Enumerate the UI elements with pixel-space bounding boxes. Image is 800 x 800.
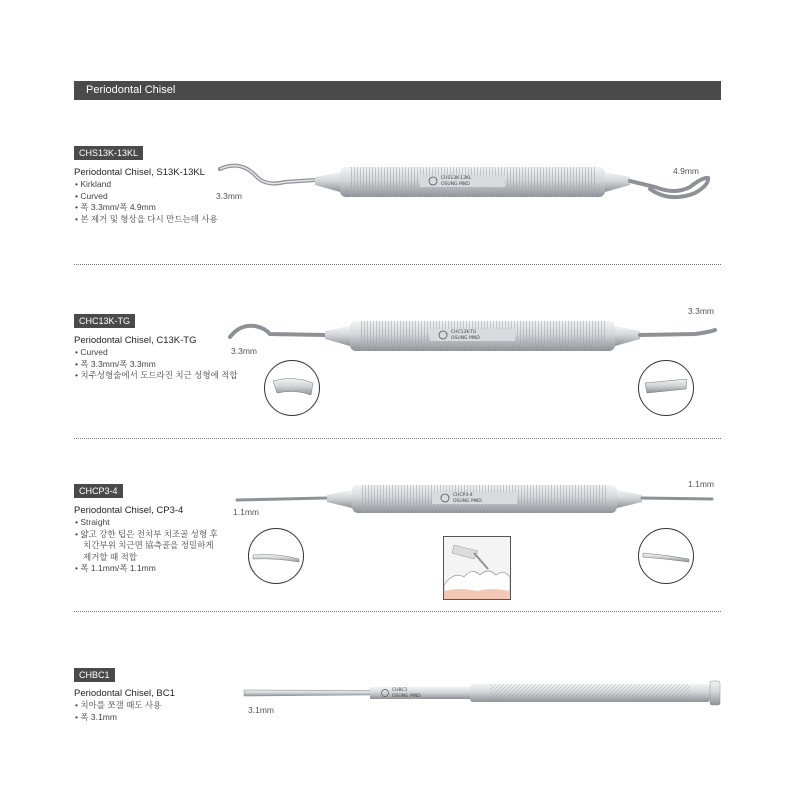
tip-width-right: 3.3mm — [688, 306, 714, 316]
spec-item: • 치아를 쪼갤 때도 사용 — [75, 700, 161, 712]
spec-item: • Straight — [75, 517, 218, 529]
svg-text:CHCP3-4: CHCP3-4 — [453, 493, 473, 498]
instrument-image — [240, 676, 725, 708]
svg-text:CHBC1: CHBC1 — [392, 688, 408, 693]
spec-item: • 폭 3.3mm/폭 3.3mm — [75, 359, 238, 371]
spec-item: 제거할 때 적합 — [83, 551, 137, 562]
spec-item: • Kirkland — [75, 179, 218, 191]
svg-text:CHS13K-13KL: CHS13K-13KL — [441, 176, 472, 181]
instrument-image — [232, 478, 722, 518]
tip-detail-circle-left — [264, 360, 320, 416]
tip-width-left: 3.3mm — [231, 346, 257, 356]
tip-width-right: 1.1mm — [688, 479, 714, 489]
section-title: Periodontal Chisel — [86, 84, 176, 96]
divider — [74, 264, 721, 265]
product-code-badge: CHBC1 — [74, 668, 115, 682]
product-code-badge: CHCP3-4 — [74, 484, 123, 498]
tip-detail-circle-right — [638, 360, 694, 416]
product-title: Periodontal Chisel, S13K-13KL — [74, 167, 205, 178]
spec-item: • 본 제거 및 형상을 다시 만드는데 사용 — [75, 214, 218, 226]
tip-width-left: 3.3mm — [216, 191, 242, 201]
product-spec-list — [75, 347, 238, 382]
svg-text:OSUNG MND: OSUNG MND — [451, 336, 480, 341]
svg-text:OSUNG MND: OSUNG MND — [392, 694, 421, 699]
spec-item: • 폭 3.1mm — [75, 712, 161, 724]
section-header — [74, 81, 721, 100]
tip-width-left: 1.1mm — [233, 507, 259, 517]
svg-text:CHC13K-TG: CHC13K-TG — [451, 330, 477, 335]
product-spec-list — [75, 700, 161, 723]
product-spec-list — [75, 517, 218, 575]
spec-item: • 얇고 강한 팁은 전치부 치조골 성형 후 — [75, 529, 218, 541]
tip-width-left: 3.1mm — [248, 705, 274, 715]
tip-detail-circle-left — [248, 528, 304, 584]
product-code-badge: CHS13K-13KL — [74, 146, 143, 160]
product-code-badge: CHC13K-TG — [74, 314, 135, 328]
divider — [74, 438, 721, 439]
spec-item: • 치주성형술에서 도드라진 치근 성형에 적합 — [75, 370, 238, 382]
spec-item: • Curved — [75, 347, 238, 359]
instrument-image — [215, 155, 715, 205]
tip-width-right: 4.9mm — [673, 166, 699, 176]
spec-item: • 폭 3.3mm/폭 4.9mm — [75, 202, 218, 214]
product-spec-list — [75, 179, 218, 225]
product-title: Periodontal Chisel, BC1 — [74, 688, 175, 699]
spec-item: • 폭 1.1mm/폭 1.1mm — [75, 563, 218, 575]
product-title: Periodontal Chisel, C13K-TG — [74, 335, 197, 346]
svg-text:OSUNG MND: OSUNG MND — [453, 499, 482, 504]
spec-item: • Curved — [75, 191, 218, 203]
svg-text:OSUNG MND: OSUNG MND — [441, 182, 470, 187]
product-title: Periodontal Chisel, CP3-4 — [74, 505, 184, 516]
clinical-illustration — [443, 536, 511, 600]
instrument-image — [225, 312, 720, 357]
tip-detail-circle-right — [638, 528, 694, 584]
spec-item: 치간부위 치근면 協측골을 정밀하게 — [83, 540, 214, 550]
divider — [74, 611, 721, 612]
